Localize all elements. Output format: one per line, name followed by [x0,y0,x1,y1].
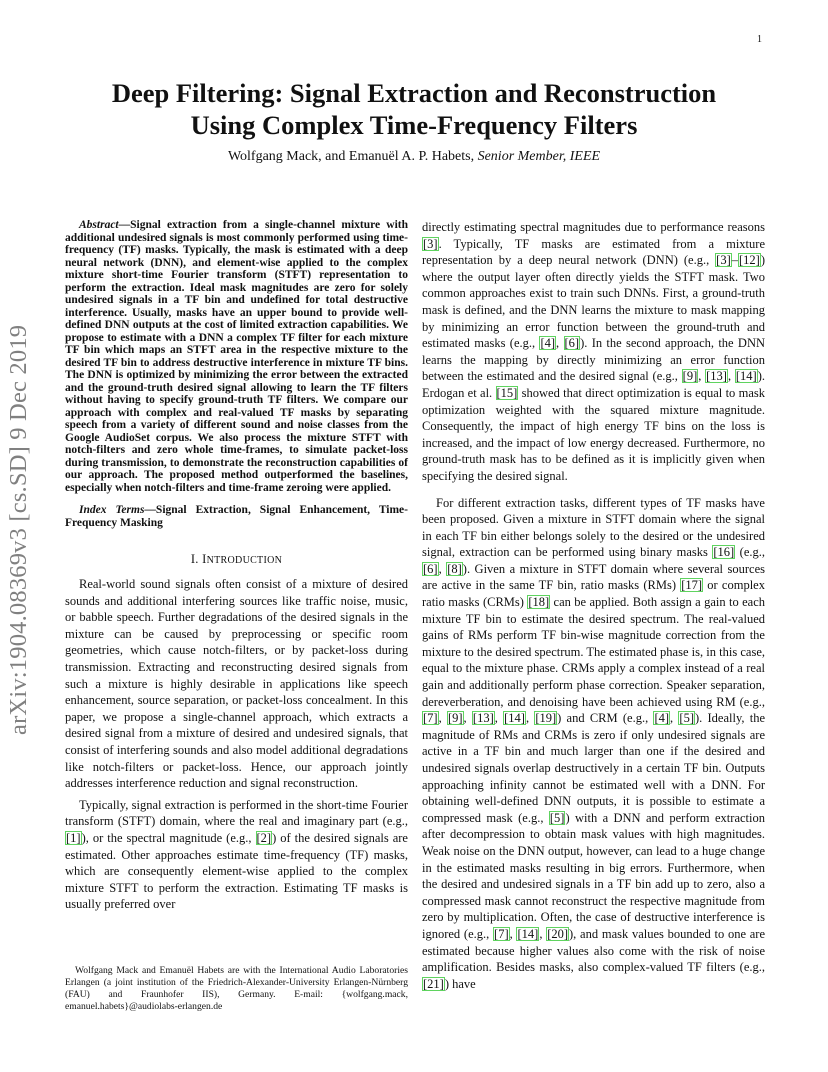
citation-link[interactable]: [6] [423,561,438,576]
title-line-1: Deep Filtering: Signal Extraction and Reconstruction [111,78,717,108]
intro-paragraph-3: directly estimating spectral magnitudes due to performance reasons [3]. Typically, TF masks are estimated from a mixture representation by a deep neural network (DNN) (e.g., [3]–[12]) where the output layer often directly yields the STFT mask. Two common approaches exist to train such DNNs. First, a ground-truth mask is defined, and the DNN learns the mixture to mask mapping by minimizing an error function between the ground-truth and estimated masks (e.g., [4], [6]). In the second approach, the DNN learns the mapping by directly minimizing an error function between the estimated and the desired signal (e.g., [9], [13], [14]). Erdogan et al. [15] showed that direct optimization is equal to mask optimization weighted with the squared mixture magnitude. Consequently, the impact of high energy TF bins on the loss is increased, and the impact of low energy decreased. Furthermore, no ground-truth mask has to be defined as it is implicitly given when specifying the desired signal. [422,220,766,483]
arxiv-identifier: arXiv:1904.08369v3 [cs.SD] 9 Dec 2019 [5,324,32,735]
left-column [65,219,408,913]
index-terms-text: —Signal Extraction, Signal Enhancement, Time-Frequency Masking [65,504,408,529]
author-membership: Senior Member, IEEE [477,149,601,164]
citation-link[interactable]: [4] [654,711,670,726]
citation-link[interactable]: [21] [423,976,444,991]
citation-link[interactable]: [9] [682,369,698,384]
citation-link[interactable]: [2] [256,830,272,845]
citation-link[interactable]: [20] [547,926,569,941]
abstract-text: —Signal extraction from a single-channel mixture with additional undesired signals is most commonly performed using time-frequency (TF) masks. Typically, the mask is estimated with a deep neural network (DNN), and element-wise applied to the complex mixture short-time Fourier transform (STFT) representation to perform the extraction. Ideal mask magnitudes are zero for solely undesired signals in a TF bin and undefined for total destructive interference. Usually, masks have an upper bound to provide well-defined DNN outputs at the cost of limited extraction capabilities. We propose to estimate with a DNN a complex TF filter for each mixture TF bin which maps an STFT area in the respective mixture to the desired TF bin to address destructive interference in mixture TF bins. The DNN is optimized by minimizing the error between the extracted and the ground-truth desired signal allowing to learn the TF filters without having to specify ground-truth TF filters. We compare our approach with complex and real-valued TF masks by separating speech from a variety of different sound and noise classes from the Google AudioSet corpus. We also process the mixture STFT with notch-filters and zero whole time-frames, to simulate packet-loss during transmission, to demonstrate the reconstruction capabilities of our approach. The proposed method outperformed the baselines, especially when notch-filters and time-frame zeroing were applied. [65,219,408,494]
index-terms-label: Index Terms [79,504,145,516]
citation-link[interactable]: [17] [681,578,703,593]
citation-link[interactable]: [14] [517,926,539,941]
section-heading-introduction: I. INTRODUCTION [190,552,283,566]
citation-link[interactable]: [15] [496,385,518,400]
intro-paragraph-1: Real-world sound signals often consist of a mixture of desired sounds and additional interfering sources like traffic noise, music, or babble speech. Further degradations of the desired signals in the mixture can be caused by preprocessing or specific room geometries, which cause notch-filters, or by packet-loss during transmission. Extracting and reconstructing desired signals from such a mixture is highly desirable in applications like speech enhancement, source separation, or packet-loss concealment. In this paper, we propose a single-channel approach, which extracts a desired signal from a mixture of desired and undesired signals, that consist of interfering sounds and also model additional degradations like notch-filters or packet-loss. Hence, our approach jointly addresses interference reduction and signal reconstruction. [65,577,408,791]
footnote: Wolfgang Mack and Emanuël Habets are with the International Audio Laboratories Erlangen (a joint institution of the Friedrich-Alexander-University Erlangen-Nürnberg (FAU) and Fraunhofer IIS), Germany. E-mail: {wolfgang.mack, emanuel.habets}@audiolabs-erlangen.de [65,965,408,1012]
citation-link[interactable]: [8] [447,561,462,576]
authors [70,149,758,165]
citation-link[interactable]: [5] [549,810,565,825]
citation-link[interactable]: [1] [66,830,81,845]
abstract [65,219,408,494]
citation-link[interactable]: [5] [679,711,694,726]
citation-link[interactable]: [14] [504,711,525,726]
citation-link[interactable]: [7] [494,926,509,941]
index-terms [65,504,408,529]
citation-link[interactable]: [18] [528,595,550,610]
citation-link[interactable]: [3] [716,253,731,268]
citation-link[interactable]: [4] [540,336,556,351]
citation-link[interactable]: [19] [535,711,557,726]
citation-link[interactable]: [3] [423,236,438,251]
citation-link[interactable]: [7] [423,711,438,726]
paper-title [70,77,758,141]
title-line-2: Using Complex Time-Frequency Filters [190,110,638,140]
intro-paragraph-2: Typically, signal extraction is performed in the short-time Fourier transform (STFT) domain, where the real and imaginary part (e.g., [1]), or the spectral magnitude (e.g., [2]) of the desired signals are estimated. Other approaches estimate time-frequency (TF) masks, which are consequently element-wise applied to the complex mixture STFT to perform the extraction. Estimating TF masks is usually preferred over [65,797,408,912]
right-column [422,219,765,992]
citation-link[interactable]: [16] [713,545,735,560]
citation-link[interactable]: [6] [564,336,580,351]
citation-link[interactable]: [13] [472,711,494,726]
page-number: 1 [757,34,762,45]
citation-link[interactable]: [13] [706,369,727,384]
abstract-label: Abstract [79,219,119,231]
citation-link[interactable]: [14] [735,369,757,384]
citation-link[interactable]: [9] [447,711,463,726]
citation-link[interactable]: [12] [739,253,760,268]
intro-paragraph-4: For different extraction tasks, different types of TF masks have been proposed. Given a mixture in STFT domain where the signal in each TF bin either belongs solely to the desired or the undesired signal, extraction can be performed using binary masks [16] (e.g., [6], [8]). Given a mixture in STFT domain where several sources are active in the same TF bin, ratio masks (RMs) [17] or complex ratio masks (CRMs) [18] can be applied. Both assign a gain to each mixture TF bin to estimate the desired spectrum. The real-valued gains of RMs perform TF bin-wise magnitude correction from the mixture to the desired spectrum. The estimated phase is, in this case, equal to the mixture phase. CRMs apply a complex instead of a real gain and additionally perform phase correction. Speaker separation, dereverberation, and denoising have been achieved using RM (e.g., [7], [9], [13], [14], [19]) and CRM (e.g., [4], [5]). Ideally, the magnitude of RMs and CRMs is zero if only undesired signals are active in a TF bin and much larger than one if the desired and undesired signals overlap destructively in a certain TF bin. Outputs approaching infinity cannot be estimated well with a DNN. For obtaining well-defined DNN outputs, it is possible to estimate a compressed mask (e.g., [5]) with a DNN and perform extraction after decompression to obtain mask values with high magnitudes. Weak noise on the DNN output, however, can lead to a huge change in the estimated masks resulting in big errors. Furthermore, when the desired and undesired signals in a TF bin add up to zero, also a compressed mask cannot reconstruct the respective magnitude from zero by multiplication. Often, the case of destructive interference is ignored (e.g., [7], [14], [20]), and mask values bounded to one are estimated because higher values also come with the risk of noise amplification. Besides masks, also complex-valued TF filters (e.g., [21]) have [422,495,766,991]
author-names: Wolfgang Mack, and Emanuël A. P. Habets, [227,149,475,164]
